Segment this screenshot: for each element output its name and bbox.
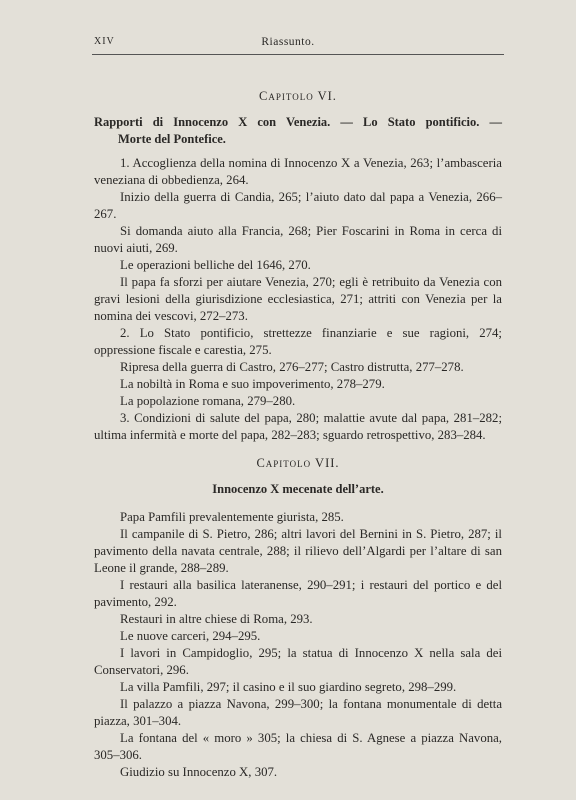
summary-paragraph: Giudizio su Innocenzo X, 307. [120,765,278,779]
chapter-6-title [94,114,502,148]
chapter-6-title-line-1: Rapporti di Innocenzo X con Venezia. — Lo Stato pontificio. — [94,115,502,129]
summary-paragraph: La nobiltà in Roma e suo impoverimento, 278–279. [120,377,385,391]
chapter-6-heading: Capitolo VI. [259,89,337,103]
chapter-7-title: Innocenzo X mecenate dell’arte. [212,482,384,496]
summary-paragraph: Si domanda aiuto alla Francia, 268; Pier Foscarini in Roma in cerca di nuovi aiuti, 269. [94,224,502,255]
summary-paragraph: Il papa fa sforzi per aiutare Venezia, 270; egli è retribuito da Venezia con gravi lesioni della giurisdizione ecclesiastica, 271; attriti con Venezia per la nomina dei vescovi, 272–273. [94,275,502,323]
summary-paragraph: Il campanile di S. Pietro, 286; altri lavori del Bernini in S. Pietro, 287; il pavimento della navata centrale, 288; il rilievo dell’Algardi per l’altare di san Leone il grande, 288–289. [94,527,502,575]
chapter-6-title-line-2: Morte del Pontefice. [118,132,226,146]
summary-paragraph: Le operazioni belliche del 1646, 270. [120,258,311,272]
summary-paragraph: La fontana del « moro » 305; la chiesa di S. Agnese a piazza Navona, 305–306. [94,731,502,762]
summary-paragraph: Le nuove carceri, 294–295. [120,629,261,643]
running-title: Riassunto. [261,36,315,48]
summary-paragraph: 2. Lo Stato pontificio, strettezze finanziarie e sue ragioni, 274; oppressione fiscale e carestia, 275. [94,326,502,357]
summary-paragraph: Il palazzo a piazza Navona, 299–300; la fontana monumentale di detta piazza, 301–304. [94,697,502,728]
header-rule [92,54,504,55]
summary-paragraph: I lavori in Campidoglio, 295; la statua di Innocenzo X nella sala dei Conservatori, 296. [94,646,502,677]
summary-paragraph: Restauri in altre chiese di Roma, 293. [120,612,313,626]
summary-paragraph: La villa Pamfili, 297; il casino e il suo giardino segreto, 298–299. [120,680,457,694]
summary-paragraph: Papa Pamfili prevalentemente giurista, 285. [120,510,344,524]
summary-paragraph: 3. Condizioni di salute del papa, 280; malattie avute dal papa, 281–282; ultima infermità e morte del papa, 282–283; sguardo retrospettivo, 283–284. [94,411,502,442]
page-number: XIV [94,36,115,47]
summary-paragraph: Ripresa della guerra di Castro, 276–277; Castro distrutta, 277–278. [120,360,464,374]
summary-paragraph: La popolazione romana, 279–280. [120,394,296,408]
chapter-7-summary [94,509,502,781]
chapter-6-summary [94,155,502,444]
chapter-7-heading: Capitolo VII. [256,456,340,470]
summary-paragraph: I restauri alla basilica lateranense, 290–291; i restauri del portico e del pavimento, 292. [94,578,502,609]
summary-paragraph: Inizio della guerra di Candia, 265; l’aiuto dato dal papa a Venezia, 266–267. [94,190,502,221]
summary-paragraph: 1. Accoglienza della nomina di Innocenzo X a Venezia, 263; l’ambasceria veneziana di obbedienza, 264. [94,156,502,187]
